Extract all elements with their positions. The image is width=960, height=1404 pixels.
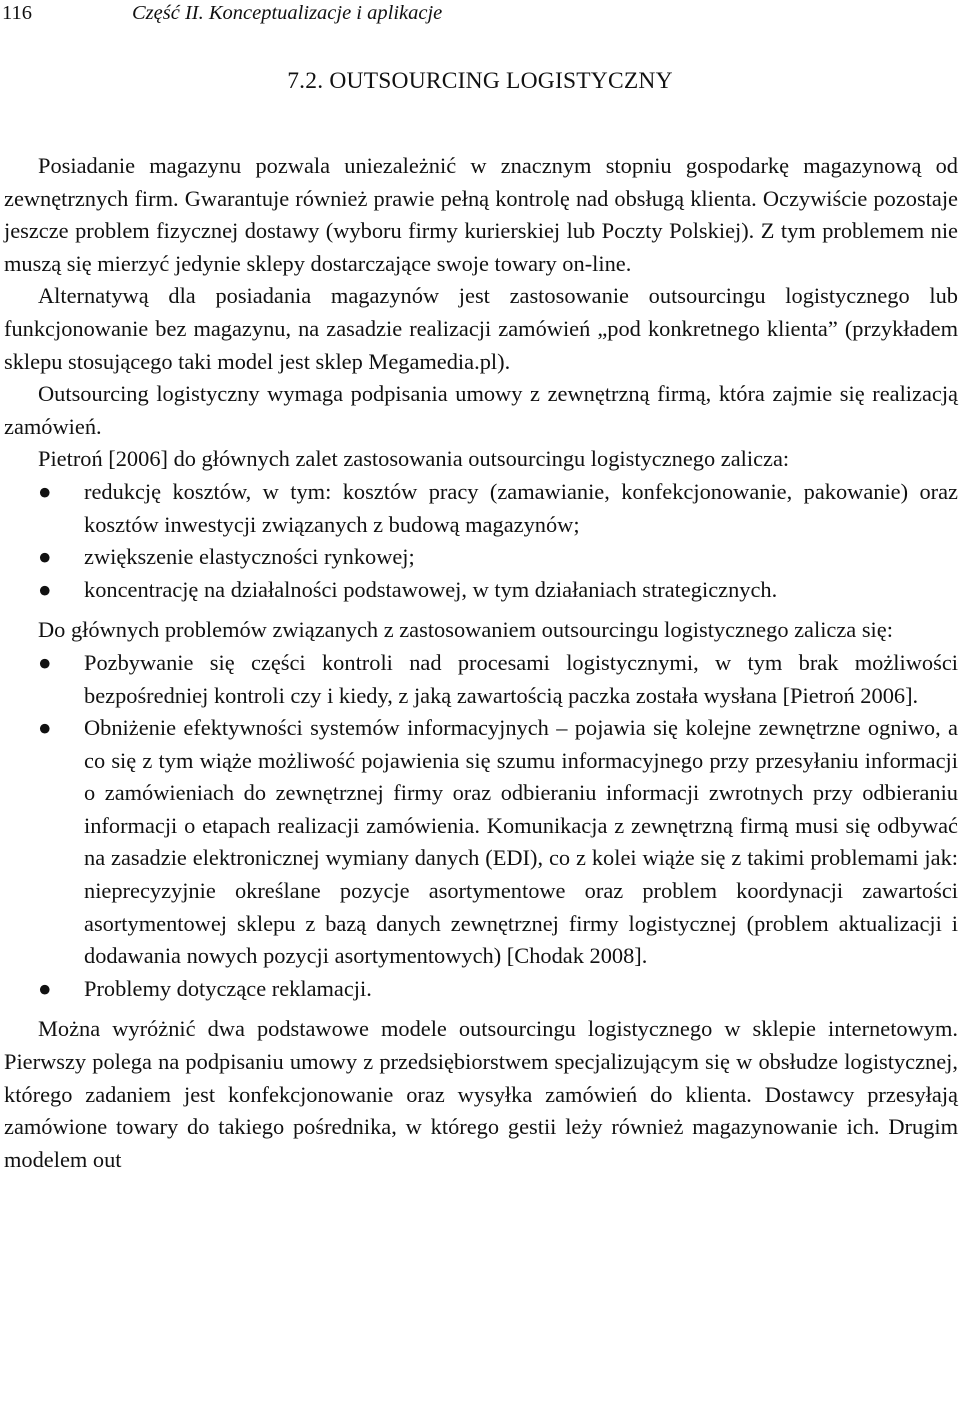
list-item (4, 973, 958, 1006)
list-item (4, 541, 958, 574)
bullet-icon: ● (38, 544, 52, 570)
running-head (2, 1, 442, 25)
page-number: 116 (2, 2, 32, 24)
paragraph: Outsourcing logistyczny wymaga podpisania umowy z zewnętrzną firmą, która zajmie się realizacją zamówień. (4, 381, 958, 439)
bullet-icon: ● (38, 715, 52, 741)
list-item-text: koncentrację na działalności podstawowej, w tym działaniach strategicznych. (84, 576, 778, 602)
running-head-title: Część II. Konceptualizacje i aplikacje (132, 2, 443, 24)
paragraph: Do głównych problemów związanych z zastosowaniem outsourcingu logistycznego zalicza się: (38, 617, 893, 643)
paragraph: Posiadanie magazynu pozwala uniezależnić w znacznym stopniu gospodarkę magazynową od zewnętrznych firm. Gwarantuje również prawie pełną kontrolę nad obsługą klienta. Oczywiście pozostaje jeszcze problem fizycznej dostawy (wyboru firmy kurierskiej lub Poczty Polskiej). Z tym problemem nie muszą się mierzyć jedynie sklepy dostarczające swoje towary on-line. (4, 153, 958, 276)
list-item (4, 712, 958, 973)
list-item-text: Obniżenie efektywności systemów informacyjnych – pojawia się kolejne zewnętrzne ogniwo, a co się z tym wiąże możliwość pojawienia się szumu informacyjnego przy przesyłaniu informacji o zamówieniach do zewnętrznej firmy oraz odbieraniu informacji zwrotnych przy odbieraniu informacji o etapach realizacji zamówienia. Komunikacja z zewnętrzną firmą musi się odbywać na zasadzie elektronicznej wymiany danych (EDI), co z kolei wiąże się z takimi problemami jak: nieprecyzyjnie określane pozycje asortymentowe oraz problem koordynacji zawartości asortymentowej sklepu z bazą danych zewnętrznej firmy logistycznej (problem aktualizacji i dodawania nowych pozycji asortymentowych) [Chodak 2008]. (84, 715, 958, 969)
body-text (4, 150, 958, 1176)
section-heading: 7.2. OUTSOURCING LOGISTYCZNY (287, 68, 673, 94)
bullet-icon: ● (38, 649, 52, 675)
bullet-icon: ● (38, 478, 52, 504)
list-item (4, 476, 958, 541)
list-item-text: redukcję kosztów, w tym: kosztów pracy (zamawianie, konfekcjonowanie, pakowanie) oraz kosztów inwestycji związanych z budową magazynów; (84, 478, 958, 537)
bullet-icon: ● (38, 975, 52, 1001)
advantages-list (4, 476, 958, 606)
paragraph: Pietroń [2006] do głównych zalet zastosowania outsourcingu logistycznego zalicza: (38, 446, 790, 472)
list-item (4, 647, 958, 712)
list-item (4, 574, 958, 607)
problems-list (4, 647, 958, 1006)
paragraph: Można wyróżnić dwa podstawowe modele outsourcingu logistycznego w sklepie internetowym. Pierwszy polega na podpisaniu umowy z przedsiębiorstwem specjalizującym się w obsłudze logistycznej, którego zadaniem jest konfekcjonowanie oraz wysyłka zamówień do klienta. Dostawcy przesyłają zamówione towary do takiego pośrednika, w którego gestii leży również magazynowanie ich. Drugim modelem out (4, 1016, 958, 1172)
list-item-text: Problemy dotyczące reklamacji. (84, 975, 372, 1001)
bullet-icon: ● (38, 576, 52, 602)
list-item-text: Pozbywanie się części kontroli nad procesami logistycznymi, w tym brak możliwości bezpośredniej kontroli czy i kiedy, z jaką zawartością paczka została wysłana [Pietroń 2006]. (84, 649, 958, 708)
paragraph: Alternatywą dla posiadania magazynów jest zastosowanie outsourcingu logistycznego lub funkcjonowanie bez magazynu, na zasadzie realizacji zamówień „pod konkretnego klienta” (przykładem sklepu stosującego taki model jest sklep Megamedia.pl). (4, 283, 958, 374)
list-item-text: zwiększenie elastyczności rynkowej; (84, 544, 415, 570)
